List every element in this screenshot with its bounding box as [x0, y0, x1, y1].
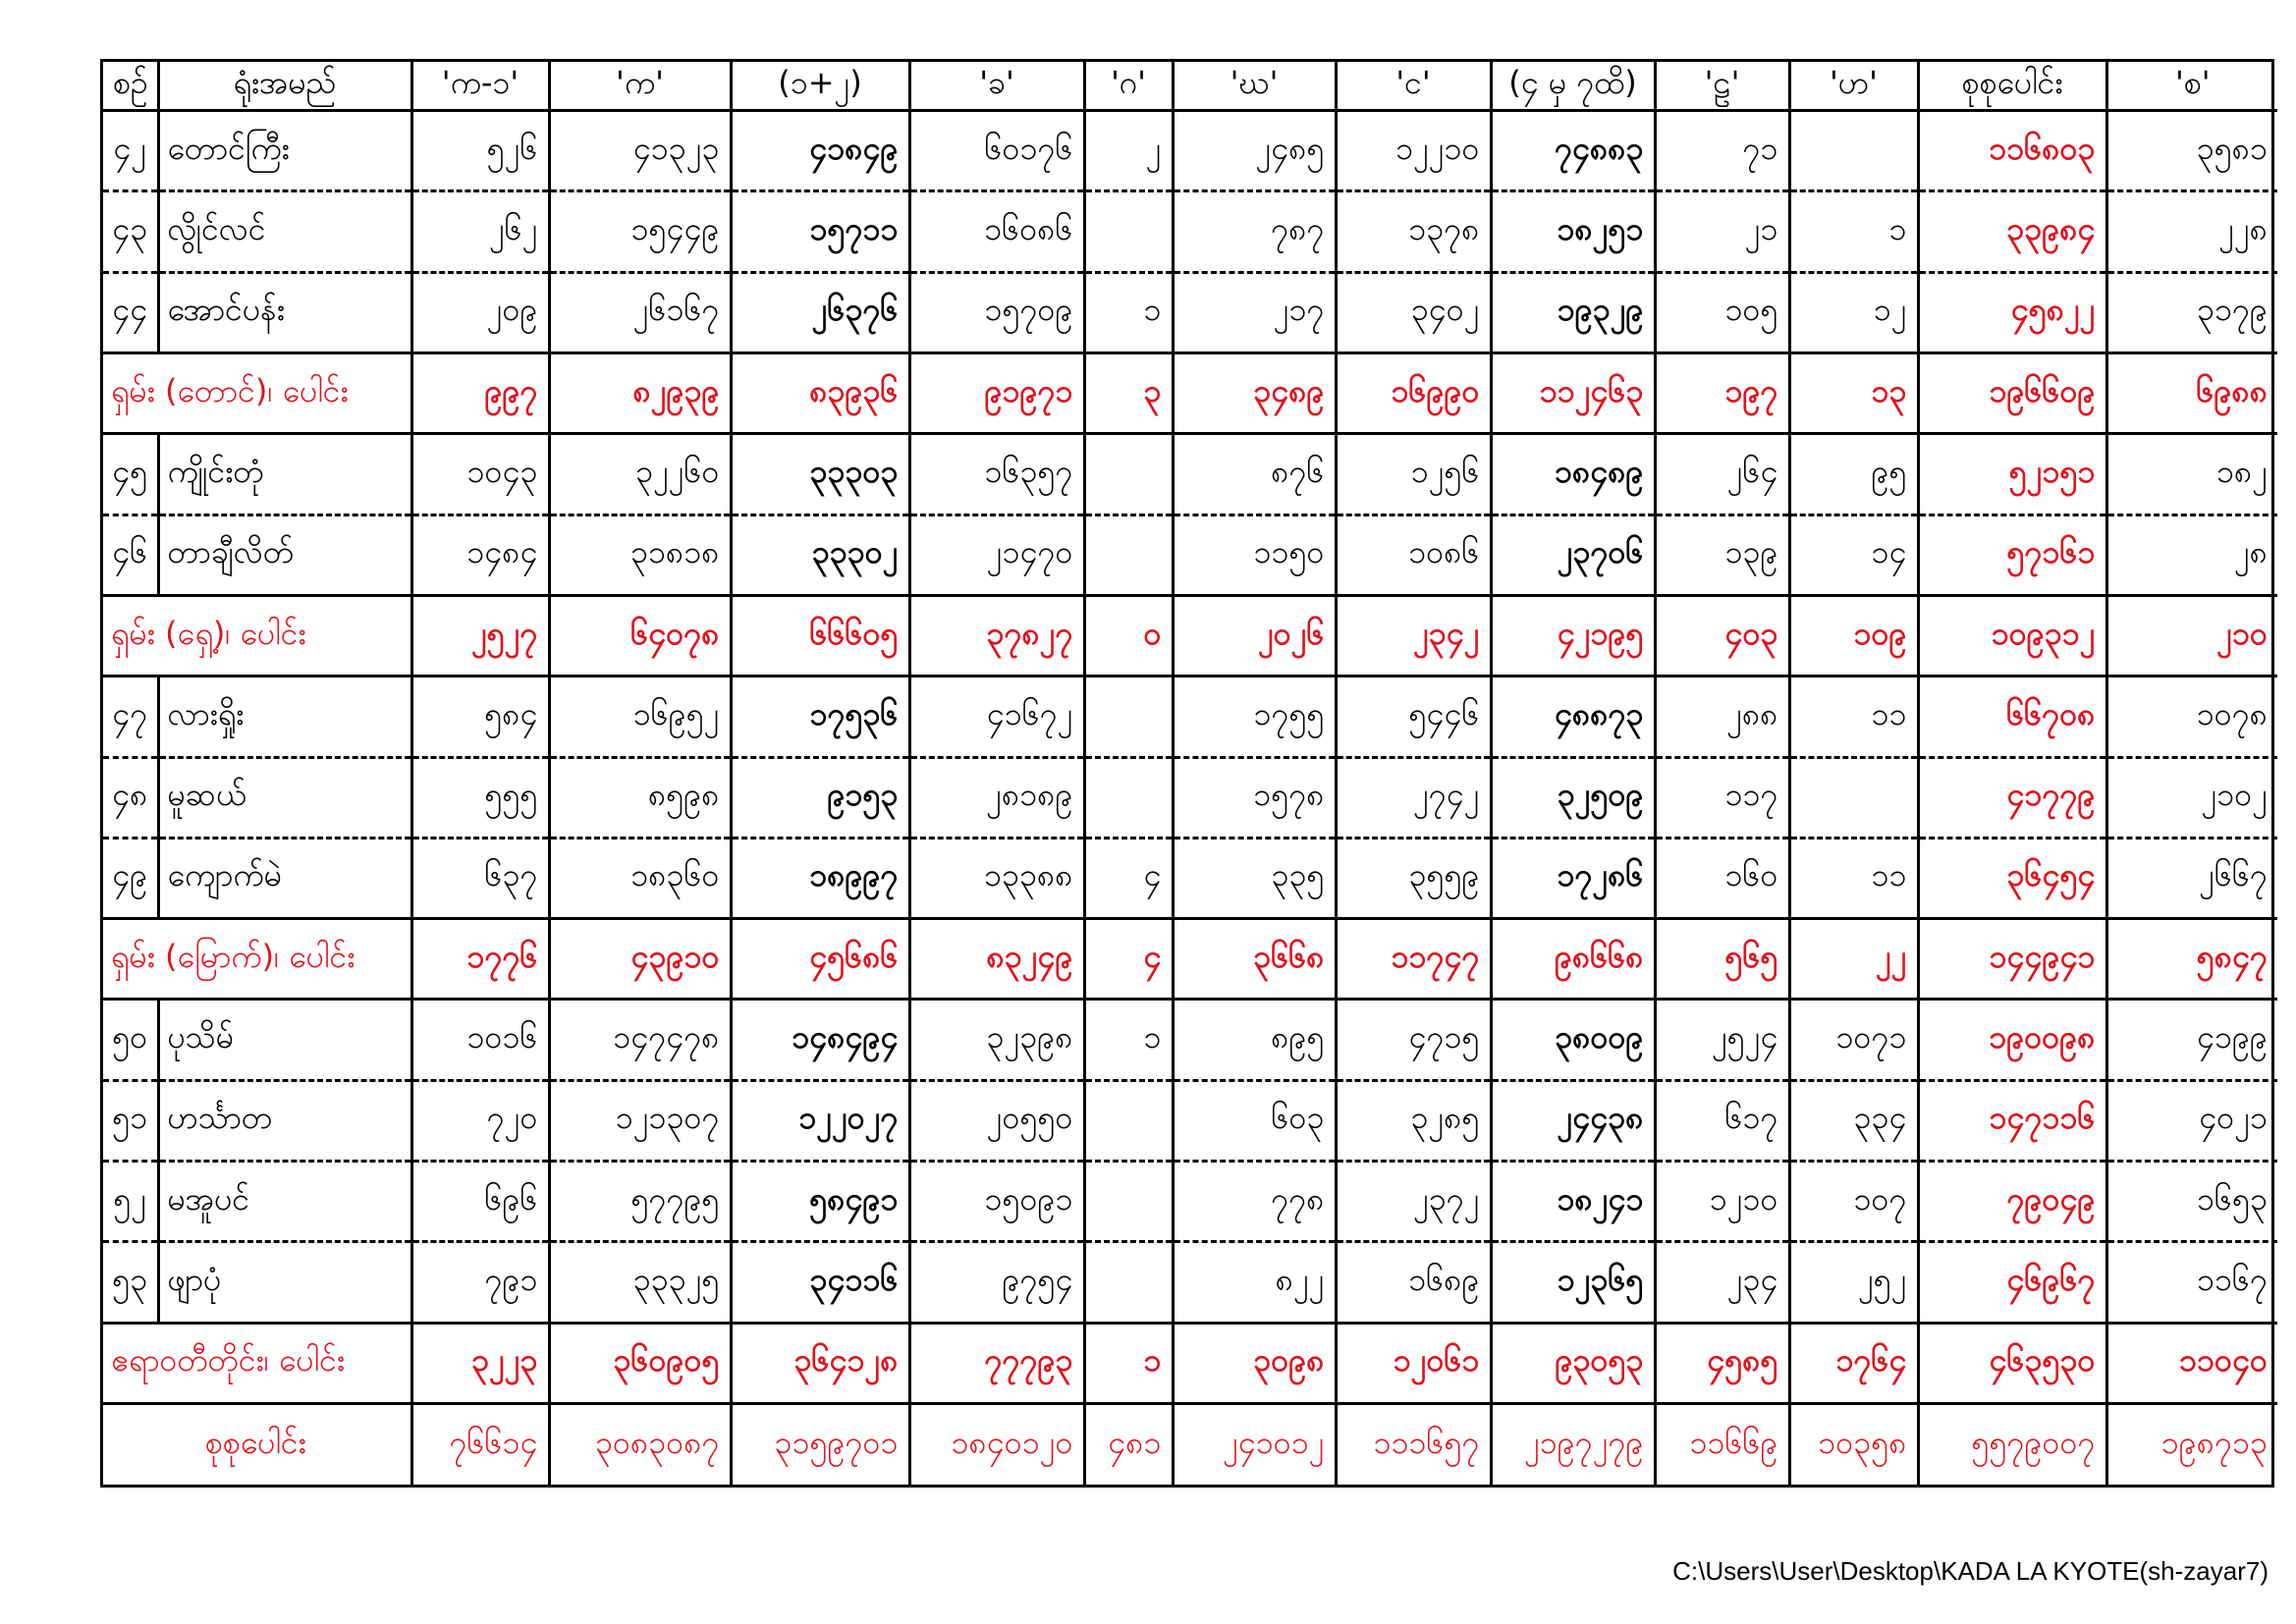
- subtotal-cell: ၃: [1084, 352, 1173, 433]
- value-cell: ၅၄၄၆: [1336, 677, 1491, 757]
- subtotal-cell: ၃၇၈၂၇: [909, 595, 1084, 676]
- value-cell: ၁၀၇၁: [1789, 1000, 1918, 1080]
- office-name: လွိုင်လင်: [158, 191, 411, 272]
- value-cell: [1084, 434, 1173, 514]
- subtotal-cell: ၁၁၇၄၇: [1336, 919, 1491, 1000]
- subtotal-cell: ၃၄၈၉: [1173, 352, 1336, 433]
- value-cell: ၇၂၀: [411, 1080, 549, 1161]
- value-cell: ၂၇၄၂: [1336, 757, 1491, 838]
- subtotal-cell: ၁၆၉၉၀: [1336, 352, 1491, 433]
- value-cell: ၄၁၈၄၉: [731, 111, 909, 191]
- subtotal-cell: ၄: [1084, 919, 1173, 1000]
- subtotal-cell: ၉၈၆၆၈: [1491, 919, 1655, 1000]
- subtotal-cell: ၈၂၉၃၉: [549, 352, 731, 433]
- subtotal-label: ရှမ်း (ရှေ့)၊ ပေါင်း: [103, 595, 411, 676]
- value-cell: ၂၄၄၃၈: [1491, 1080, 1655, 1161]
- value-cell: ၃၅၅၉: [1336, 838, 1491, 918]
- value-cell: ၁၆၃၅၇: [909, 434, 1084, 514]
- report-table: [103, 62, 2277, 1485]
- office-name: ကျောက်မဲ: [158, 838, 411, 918]
- office-name: တောင်ကြီး: [158, 111, 411, 191]
- table-row: [103, 1080, 2277, 1161]
- value-cell: ၇၁: [1655, 111, 1789, 191]
- value-cell: ၁၅၇၀၉: [909, 272, 1084, 352]
- subtotal-cell: ၆၉၈၈: [2106, 352, 2277, 433]
- value-cell: ၁၈၃၆၀: [549, 838, 731, 918]
- value-cell: ၁: [1084, 272, 1173, 352]
- subtotal-cell: ၁၃: [1789, 352, 1918, 433]
- value-cell: ၃၂၂၆၀: [549, 434, 731, 514]
- grand-total-cell: ၃၁၅၉၇၀၁: [731, 1404, 909, 1486]
- value-cell: ၁၅၀၉၁: [909, 1162, 1084, 1242]
- value-cell: ၅၅၅: [411, 757, 549, 838]
- office-name: တာချီလိတ်: [158, 514, 411, 595]
- column-header: 'ဠ': [1655, 62, 1789, 111]
- column-header: 'ဂ': [1084, 62, 1173, 111]
- column-header: 'က-၁': [411, 62, 549, 111]
- subtotal-row: [103, 1323, 2277, 1403]
- subtotal-cell: ၁၀၉: [1789, 595, 1918, 676]
- value-cell: ၂၆၃၇၆: [731, 272, 909, 352]
- value-cell: ၄၁၇၇၉: [1918, 757, 2106, 838]
- value-cell: ၁: [1789, 191, 1918, 272]
- value-cell: ၇၇၈: [1173, 1162, 1336, 1242]
- value-cell: ၂၁၇: [1173, 272, 1336, 352]
- value-cell: ၂၆၄: [1655, 434, 1789, 514]
- header-row: [103, 62, 2277, 111]
- subtotal-cell: ၁၂၀၆၁: [1336, 1323, 1491, 1403]
- subtotal-cell: ၀: [1084, 595, 1173, 676]
- value-cell: ၄၇၁၅: [1336, 1000, 1491, 1080]
- value-cell: ၆၉၆: [411, 1162, 549, 1242]
- subtotal-cell: ၆၄၀၇၈: [549, 595, 731, 676]
- value-cell: ၂၀၉: [411, 272, 549, 352]
- value-cell: ၁၆၈၉: [1336, 1242, 1491, 1323]
- subtotal-cell: ၃၆၄၁၂၈: [731, 1323, 909, 1403]
- value-cell: ၂၃၇၂: [1336, 1162, 1491, 1242]
- value-cell: ၄၀၂၁: [2106, 1080, 2277, 1161]
- value-cell: ၂၆၂: [411, 191, 549, 272]
- value-cell: ၃၁၈၁၈: [549, 514, 731, 595]
- row-number: ၅၂: [103, 1162, 158, 1242]
- value-cell: ၂၈: [2106, 514, 2277, 595]
- grand-total-cell: ၂၄၁၀၁၂: [1173, 1404, 1336, 1486]
- value-cell: ၃၁၇၉: [2106, 272, 2277, 352]
- value-cell: ၃၃၅: [1173, 838, 1336, 918]
- value-cell: ၁၇၅၃၆: [731, 677, 909, 757]
- office-name: ဖျာပုံ: [158, 1242, 411, 1323]
- value-cell: ၇၈၇: [1173, 191, 1336, 272]
- value-cell: ၁၈၄၈၉: [1491, 434, 1655, 514]
- table-row: [103, 757, 2277, 838]
- value-cell: ၅၂၆: [411, 111, 549, 191]
- grand-total-cell: ၅၅၇၉၀၀၇: [1918, 1404, 2106, 1486]
- row-number: ၄၆: [103, 514, 158, 595]
- value-cell: ၆၆၇၀၈: [1918, 677, 2106, 757]
- value-cell: [1084, 1080, 1173, 1161]
- value-cell: ၁၂၃၆၅: [1491, 1242, 1655, 1323]
- column-header: 'စ': [2106, 62, 2277, 111]
- column-header: 'ခ': [909, 62, 1084, 111]
- value-cell: ၉၁၅၃: [731, 757, 909, 838]
- value-cell: ၆၁၇: [1655, 1080, 1789, 1161]
- subtotal-cell: ၁၄၄၉၄၁: [1918, 919, 2106, 1000]
- value-cell: ၁၁၆၈၀၃: [1918, 111, 2106, 191]
- table-row: [103, 1162, 2277, 1242]
- office-name: အောင်ပန်း: [158, 272, 411, 352]
- grand-total-cell: ၂၁၉၇၂၇၉: [1491, 1404, 1655, 1486]
- subtotal-cell: ၂၀၂၆: [1173, 595, 1336, 676]
- value-cell: ၁၉၃၂၉: [1491, 272, 1655, 352]
- value-cell: ၅၇၁၆၁: [1918, 514, 2106, 595]
- value-cell: ၄: [1084, 838, 1173, 918]
- value-cell: ၁၄၈၄၉၄: [731, 1000, 909, 1080]
- subtotal-cell: ၁၉၇: [1655, 352, 1789, 433]
- value-cell: ၁၀၇: [1789, 1162, 1918, 1242]
- value-cell: [1789, 757, 1918, 838]
- table-row: [103, 677, 2277, 757]
- table-row: [103, 191, 2277, 272]
- office-name: မူဆယ်: [158, 757, 411, 838]
- value-cell: ၄၈၈၇၃: [1491, 677, 1655, 757]
- column-header: စဉ်: [103, 62, 158, 111]
- value-cell: ၂၀၅၅၀: [909, 1080, 1084, 1161]
- value-cell: ၂: [1084, 111, 1173, 191]
- column-header: 'ဃ': [1173, 62, 1336, 111]
- value-cell: ၁၄၇၁၁၆: [1918, 1080, 2106, 1161]
- value-cell: ၃၃၃၀၂: [731, 514, 909, 595]
- value-cell: ၂၃၄: [1655, 1242, 1789, 1323]
- value-cell: ၁၆၀၈၆: [909, 191, 1084, 272]
- subtotal-cell: ၄၅၆၈၆: [731, 919, 909, 1000]
- subtotal-label: ရှမ်း (တောင်)၊ ပေါင်း: [103, 352, 411, 433]
- grand-total-cell: ၇၆၆၁၄: [411, 1404, 549, 1486]
- value-cell: ၃၆၄၅၄: [1918, 838, 2106, 918]
- table-row: [103, 514, 2277, 595]
- subtotal-cell: ၄၅၈၅: [1655, 1323, 1789, 1403]
- table-row: [103, 1000, 2277, 1080]
- table-row: [103, 272, 2277, 352]
- subtotal-cell: ၂၃၄၂: [1336, 595, 1491, 676]
- row-number: ၅၃: [103, 1242, 158, 1323]
- value-cell: ၁၄၈၄: [411, 514, 549, 595]
- value-cell: ၆၃၇: [411, 838, 549, 918]
- value-cell: ၈၅၉၈: [549, 757, 731, 838]
- value-cell: ၄၁၆၇၂: [909, 677, 1084, 757]
- table-row: [103, 434, 2277, 514]
- value-cell: ၁၄: [1789, 514, 1918, 595]
- value-cell: ၁၀၄၃: [411, 434, 549, 514]
- value-cell: ၃၂၅၀၉: [1491, 757, 1655, 838]
- row-number: ၄၂: [103, 111, 158, 191]
- value-cell: ၇၉၁: [411, 1242, 549, 1323]
- value-cell: ၁၆၉၅၂: [549, 677, 731, 757]
- value-cell: ၃၃၄: [1789, 1080, 1918, 1161]
- subtotal-cell: ၄၃၉၁၀: [549, 919, 731, 1000]
- subtotal-cell: ၃၀၉၈: [1173, 1323, 1336, 1403]
- value-cell: ၁၀၈၆: [1336, 514, 1491, 595]
- value-cell: ၆၀၁၇၆: [909, 111, 1084, 191]
- value-cell: ၂၁: [1655, 191, 1789, 272]
- value-cell: ၁၃၇၈: [1336, 191, 1491, 272]
- file-path: C:\Users\User\Desktop\KADA LA KYOTE(sh-zayar7): [1672, 1556, 2269, 1586]
- office-name: ပုသိမ်: [158, 1000, 411, 1080]
- value-cell: ၃၃၃၂၅: [549, 1242, 731, 1323]
- grand-total-cell: ၁၈၄၀၁၂၀: [909, 1404, 1084, 1486]
- value-cell: ၈၇၆: [1173, 434, 1336, 514]
- subtotal-cell: ၁: [1084, 1323, 1173, 1403]
- subtotal-cell: ၅၆၅: [1655, 919, 1789, 1000]
- value-cell: ၂၆၁၆၇: [549, 272, 731, 352]
- subtotal-cell: ၃၆၆၈: [1173, 919, 1336, 1000]
- value-cell: ၂၁၄၇၀: [909, 514, 1084, 595]
- subtotal-cell: ၁၇၆၄: [1789, 1323, 1918, 1403]
- grand-total-cell: ၁၁၆၆၉: [1655, 1404, 1789, 1486]
- value-cell: ၁၉၀၀၉၈: [1918, 1000, 2106, 1080]
- value-cell: [1084, 677, 1173, 757]
- value-cell: ၂၆၆၇: [2106, 838, 2277, 918]
- value-cell: ၁၃၃၈၈: [909, 838, 1084, 918]
- subtotal-cell: ၂၁၀: [2106, 595, 2277, 676]
- value-cell: ၃၄၀၂: [1336, 272, 1491, 352]
- value-cell: ၄၅၈၂၂: [1918, 272, 2106, 352]
- value-cell: ၂၅၂၄: [1655, 1000, 1789, 1080]
- subtotal-cell: ၉၉၇: [411, 352, 549, 433]
- value-cell: ၂၃၇၀၆: [1491, 514, 1655, 595]
- value-cell: ၃၅၈၁: [2106, 111, 2277, 191]
- subtotal-cell: ၆၆၆၀၅: [731, 595, 909, 676]
- grand-total-cell: ၃၀၈၃၀၈၇: [549, 1404, 731, 1486]
- value-cell: ၁၂: [1789, 272, 1918, 352]
- value-cell: [1084, 1242, 1173, 1323]
- value-cell: ၇၉၀၄၉: [1918, 1162, 2106, 1242]
- subtotal-cell: ၁၁၂၄၆၃: [1491, 352, 1655, 433]
- value-cell: ၁၈၂: [2106, 434, 2277, 514]
- subtotal-cell: ၂၅၂၇: [411, 595, 549, 676]
- office-name: လားရှိုး: [158, 677, 411, 757]
- value-cell: ၁၂၂၀၂၇: [731, 1080, 909, 1161]
- subtotal-cell: ၇၇၇၉၃: [909, 1323, 1084, 1403]
- value-cell: ၇၄၈၈၃: [1491, 111, 1655, 191]
- value-cell: ၁: [1084, 1000, 1173, 1080]
- value-cell: ၁၁: [1789, 677, 1918, 757]
- value-cell: ၈၉၅: [1173, 1000, 1336, 1080]
- value-cell: ၁၂၁၀: [1655, 1162, 1789, 1242]
- value-cell: ၃၂၃၉၈: [909, 1000, 1084, 1080]
- column-header: 'က': [549, 62, 731, 111]
- value-cell: ၁၂၁၃၀၇: [549, 1080, 731, 1161]
- value-cell: [1084, 757, 1173, 838]
- column-header: ရုံးအမည်: [158, 62, 411, 111]
- table-row: [103, 1242, 2277, 1323]
- value-cell: ၁၇၅၅: [1173, 677, 1336, 757]
- row-number: ၄၅: [103, 434, 158, 514]
- value-cell: ၁၁၅၀: [1173, 514, 1336, 595]
- row-number: ၅၁: [103, 1080, 158, 1161]
- value-cell: ၃၃၉၈၄: [1918, 191, 2106, 272]
- subtotal-cell: ၈၃၂၄၉: [909, 919, 1084, 1000]
- value-cell: ၁၄၇၄၇၈: [549, 1000, 731, 1080]
- column-header: (၄ မှ ၇ထိ): [1491, 62, 1655, 111]
- grand-total-row: [103, 1404, 2277, 1486]
- value-cell: ၅၇၇၉၅: [549, 1162, 731, 1242]
- value-cell: ၁၁၆၇: [2106, 1242, 2277, 1323]
- value-cell: [1084, 514, 1173, 595]
- subtotal-cell: ၉၃၀၅၃: [1491, 1323, 1655, 1403]
- subtotal-cell: ၄၂၁၉၅: [1491, 595, 1655, 676]
- office-name: ဟင်္သာတ: [158, 1080, 411, 1161]
- column-header: စုစုပေါင်း: [1918, 62, 2106, 111]
- row-number: ၄၃: [103, 191, 158, 272]
- report-table-frame: [100, 59, 2274, 1488]
- subtotal-cell: ၅၈၄၇: [2106, 919, 2277, 1000]
- value-cell: ၁၈၉၉၇: [731, 838, 909, 918]
- value-cell: ၂၅၂: [1789, 1242, 1918, 1323]
- value-cell: ၂၄၈၅: [1173, 111, 1336, 191]
- value-cell: ၄၆၉၆၇: [1918, 1242, 2106, 1323]
- value-cell: ၉၅: [1789, 434, 1918, 514]
- value-cell: ၁၅၇၁၁: [731, 191, 909, 272]
- value-cell: ၁၅၄၄၉: [549, 191, 731, 272]
- value-cell: ၅၈၄၉၁: [731, 1162, 909, 1242]
- value-cell: ၆၀၃: [1173, 1080, 1336, 1161]
- value-cell: ၁၀၁၆: [411, 1000, 549, 1080]
- subtotal-cell: ၄၀၃: [1655, 595, 1789, 676]
- value-cell: ၂၂၈: [2106, 191, 2277, 272]
- value-cell: [1789, 111, 1918, 191]
- value-cell: ၂၈၁၈၉: [909, 757, 1084, 838]
- value-cell: ၁၃၉: [1655, 514, 1789, 595]
- value-cell: ၁၀၅: [1655, 272, 1789, 352]
- subtotal-label: ဧရာဝတီတိုင်း၊ ပေါင်း: [103, 1323, 411, 1403]
- office-name: မအူပင်: [158, 1162, 411, 1242]
- value-cell: ၂၁၀၂: [2106, 757, 2277, 838]
- value-cell: [1084, 1162, 1173, 1242]
- subtotal-cell: ၉၁၉၇၁: [909, 352, 1084, 433]
- value-cell: ၁၀၇၈: [2106, 677, 2277, 757]
- value-cell: ၁၇၂၈၆: [1491, 838, 1655, 918]
- grand-total-cell: ၄၈၁: [1084, 1404, 1173, 1486]
- value-cell: ၁၁၇: [1655, 757, 1789, 838]
- subtotal-row: [103, 919, 2277, 1000]
- value-cell: [1084, 191, 1173, 272]
- subtotal-cell: ၄၆၃၅၃၀: [1918, 1323, 2106, 1403]
- value-cell: ၉၇၅၄: [909, 1242, 1084, 1323]
- value-cell: ၈၂၂: [1173, 1242, 1336, 1323]
- value-cell: ၄၁၉၉: [2106, 1000, 2277, 1080]
- subtotal-cell: ၃၂၂၃: [411, 1323, 549, 1403]
- value-cell: ၄၁၃၂၃: [549, 111, 731, 191]
- subtotal-label: ရှမ်း (မြောက်)၊ ပေါင်း: [103, 919, 411, 1000]
- table-row: [103, 111, 2277, 191]
- value-cell: ၁၅၇၈: [1173, 757, 1336, 838]
- value-cell: ၃၂၈၅: [1336, 1080, 1491, 1161]
- value-cell: ၁၈၂၅၁: [1491, 191, 1655, 272]
- row-number: ၄၈: [103, 757, 158, 838]
- grand-total-cell: ၁၁၁၆၅၇: [1336, 1404, 1491, 1486]
- value-cell: ၁၆၀: [1655, 838, 1789, 918]
- subtotal-cell: ၈၃၉၃၆: [731, 352, 909, 433]
- value-cell: ၅၈၄: [411, 677, 549, 757]
- grand-total-label: စုစုပေါင်း: [204, 1423, 306, 1461]
- value-cell: ၃၈၀၀၉: [1491, 1000, 1655, 1080]
- value-cell: ၁၂၂၁၀: [1336, 111, 1491, 191]
- subtotal-row: [103, 595, 2277, 676]
- value-cell: ၃၃၃၀၃: [731, 434, 909, 514]
- row-number: ၄၇: [103, 677, 158, 757]
- subtotal-row: [103, 352, 2277, 433]
- subtotal-cell: ၃၆၀၉၀၅: [549, 1323, 731, 1403]
- value-cell: ၅၂၁၅၁: [1918, 434, 2106, 514]
- row-number: ၄၄: [103, 272, 158, 352]
- grand-total-cell: ၁၀၃၅၈: [1789, 1404, 1918, 1486]
- office-name: ကျိုင်းတုံ: [158, 434, 411, 514]
- value-cell: ၁၂၅၆: [1336, 434, 1491, 514]
- value-cell: ၁၈၂၄၁: [1491, 1162, 1655, 1242]
- column-header: 'ဟ': [1789, 62, 1918, 111]
- table-row: [103, 838, 2277, 918]
- subtotal-cell: ၁၉၆၆၀၉: [1918, 352, 2106, 433]
- subtotal-cell: ၁၁၀၄၀: [2106, 1323, 2277, 1403]
- subtotal-cell: ၁၇၇၆: [411, 919, 549, 1000]
- subtotal-cell: ၂၂: [1789, 919, 1918, 1000]
- row-number: ၄၉: [103, 838, 158, 918]
- grand-total-cell: ၁၉၈၇၁၃: [2106, 1404, 2277, 1486]
- value-cell: ၃၄၁၁၆: [731, 1242, 909, 1323]
- value-cell: ၁၆၅၃: [2106, 1162, 2277, 1242]
- value-cell: ၂၈၈: [1655, 677, 1789, 757]
- row-number: ၅၀: [103, 1000, 158, 1080]
- column-header: (၁+၂): [731, 62, 909, 111]
- column-header: 'င': [1336, 62, 1491, 111]
- subtotal-cell: ၁၀၉၃၁၂: [1918, 595, 2106, 676]
- value-cell: ၁၁: [1789, 838, 1918, 918]
